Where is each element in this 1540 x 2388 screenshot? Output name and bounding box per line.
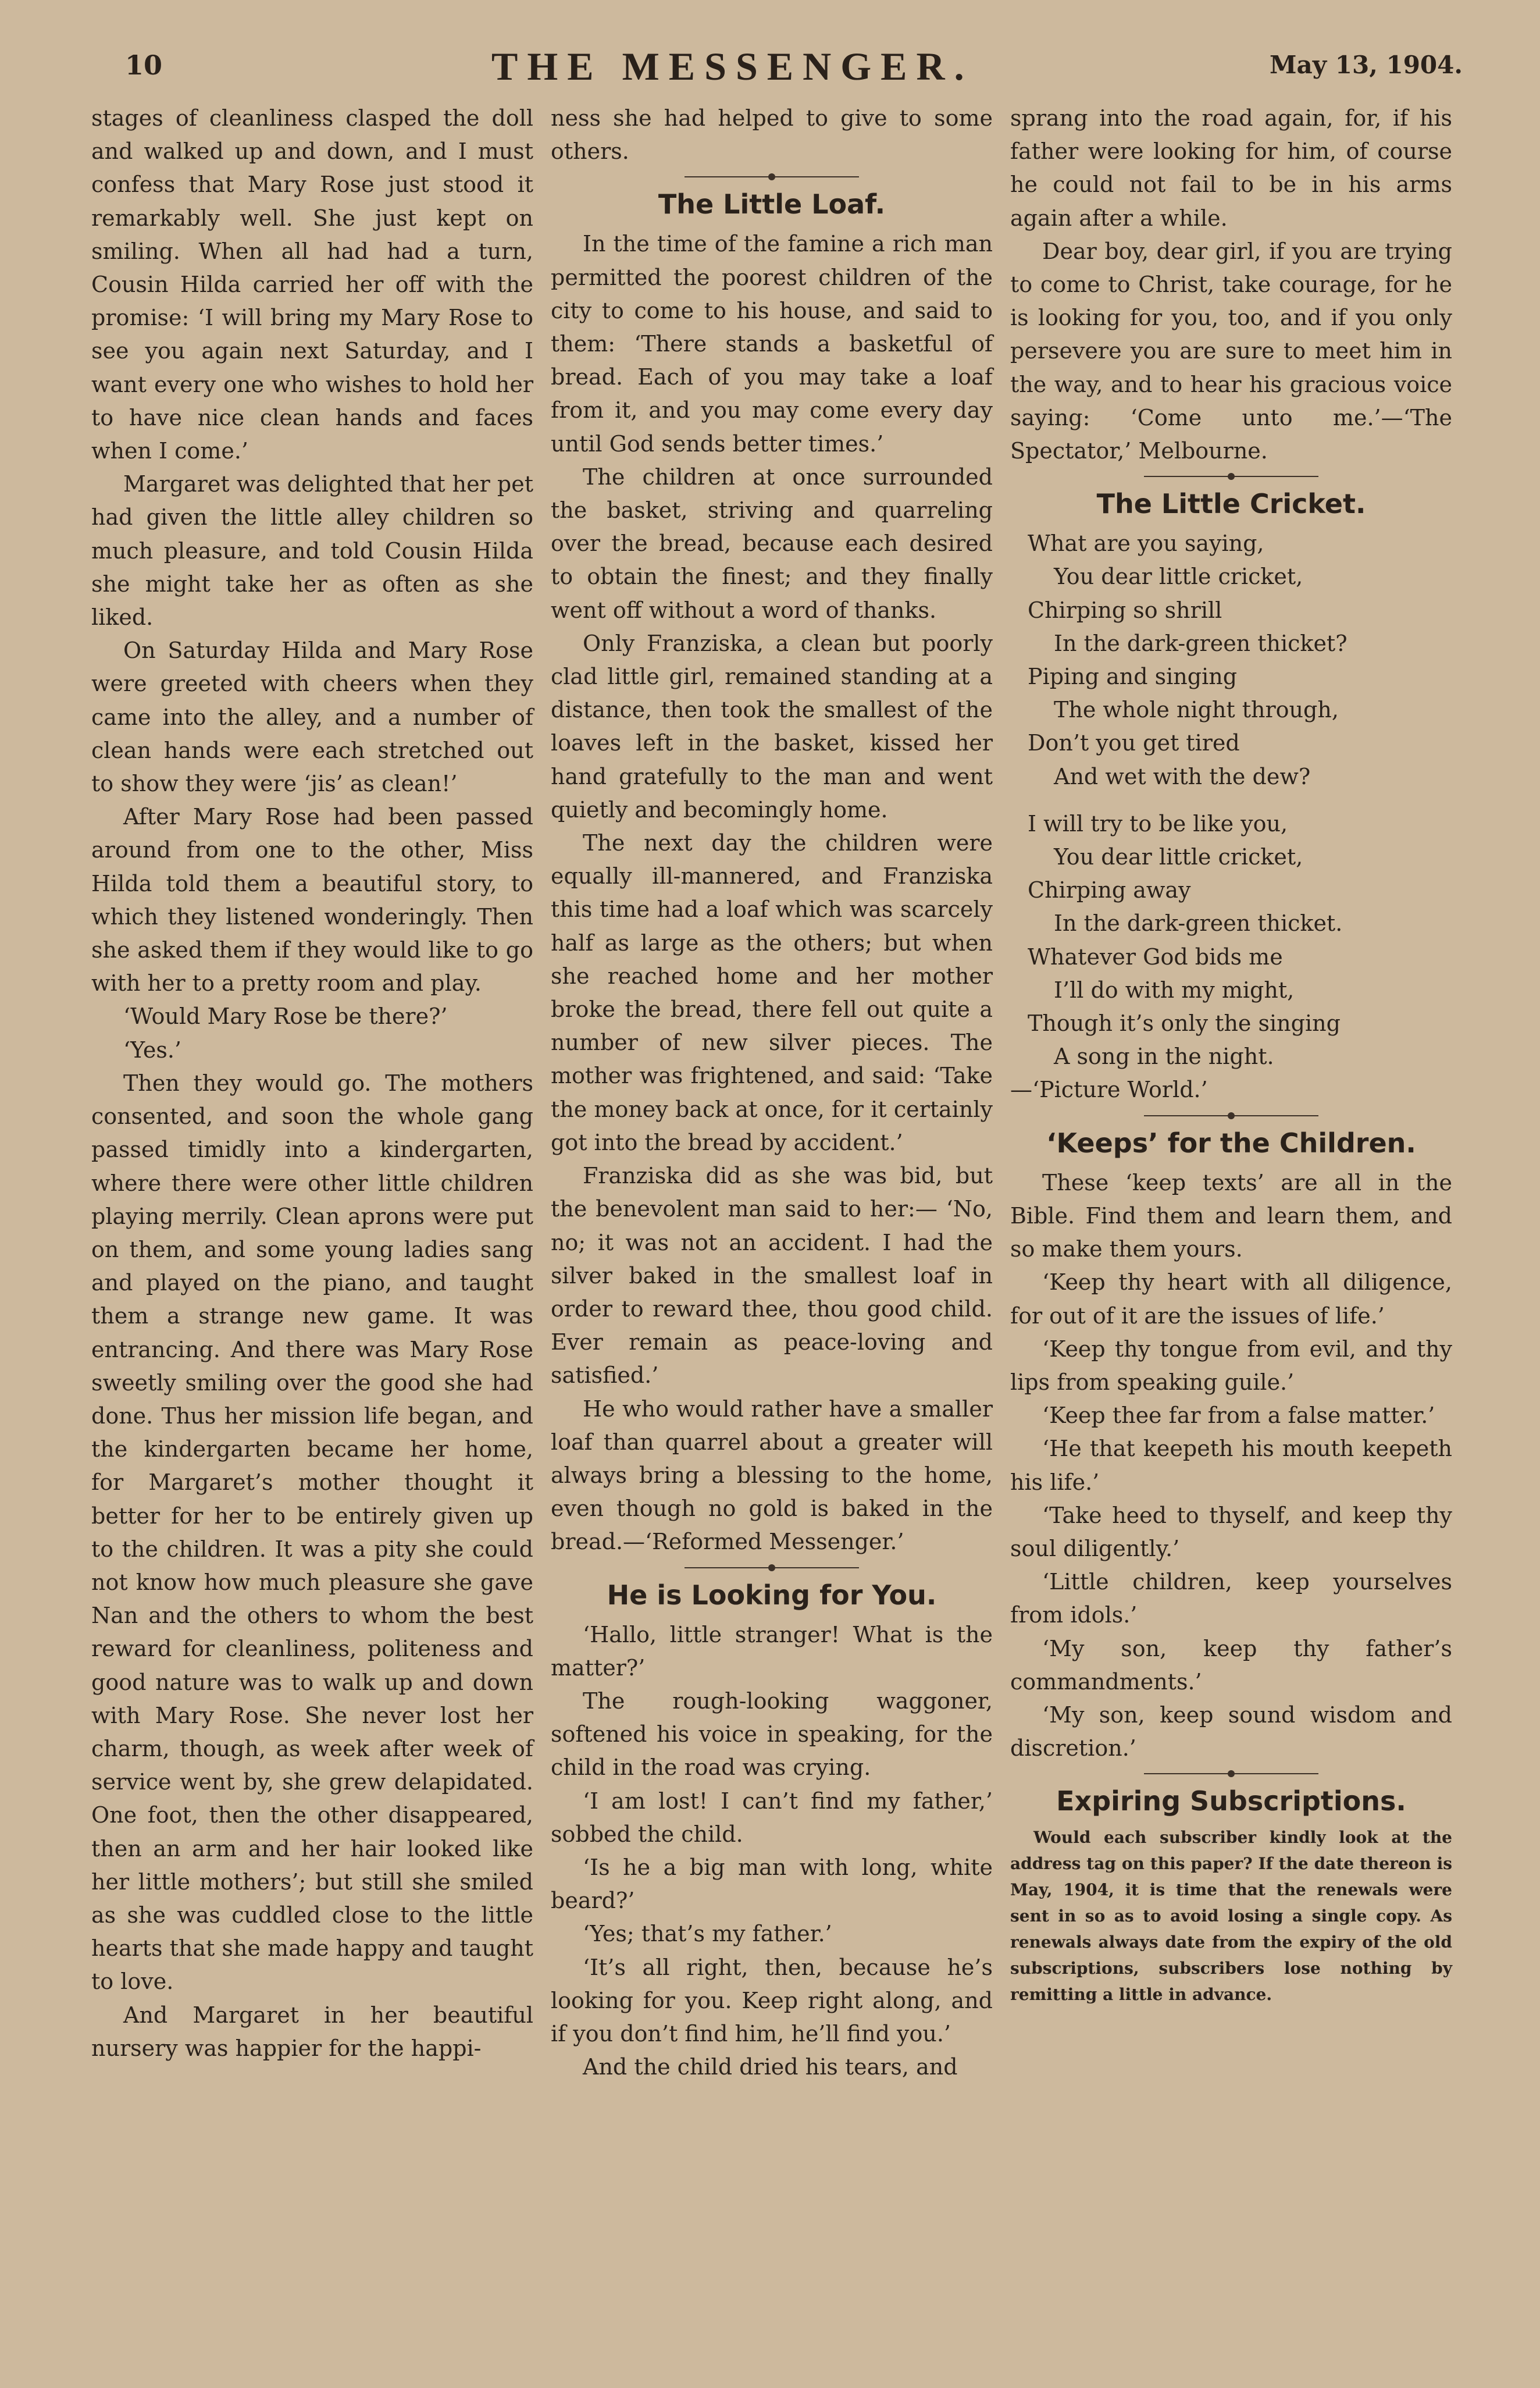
paragraph: After Mary Rose had been passed around from one to the other, Miss Hilda told them a beautiful story, to which they listened wonderingly. Then she asked them if they would like to go with her to a pretty room and play. <box>91 804 533 997</box>
paragraph: ‘Keep thee far from a false matter.’ <box>1042 1403 1435 1429</box>
paragraph: sprang into the road again, for, if his father were looking for him, of course he could not fail to be in his arms again after a while. <box>1010 105 1452 231</box>
paragraph: The children at once surrounded the basket, striving and quarreling over the bread, because each desired to obtain the finest; and they finally went off without a word of thanks. <box>551 464 993 623</box>
paragraph: Dear boy, dear girl, if you are trying to come to Christ, take courage, for he is looking for you, too, and if you only persevere you are sure to meet him in the way, and to hear his gracious voice saying: ‘Come unto me.’—‘The Spectator,’ Melbourne. <box>1010 238 1452 464</box>
section-divider <box>685 176 859 177</box>
paragraph: ness she had helped to give to some others. <box>551 105 993 165</box>
poem-title-little-cricket: The Little Cricket. <box>1096 488 1366 520</box>
paragraph: ‘Keep thy heart with all diligence, for out of it are the issues of life.’ <box>1010 1269 1452 1329</box>
article-title-expiring: Expiring Subscriptions. <box>1056 1785 1406 1817</box>
paragraph: ‘Yes.’ <box>123 1037 182 1063</box>
paragraph: Then they would go. The mothers consented, and soon the whole gang passed timidly into a kindergarten, where there were other little children playing merrily. Clean aprons were put on them, and some young ladies sang and played on the piano, and taught them a strange new game. It was entrancing. And there was Mary Rose sweetly smiling over the good she had done. Thus her mission life began, and the kindergarten became her home, for Margaret’s mother thought it better for her to be entirely given up to the children. It was a pity she could not know how much pleasure she gave Nan and the others to whom the best reward for cleanliness, politeness and good nature was to walk up and down with Mary Rose. She never lost her charm, though, as week after week of service went by, she grew delapidated. One foot, then the other disappeared, then an arm and her hair looked like her little mothers’; but still she smiled as she was cuddled close to the little hearts that she made happy and taught to love. <box>91 1070 533 1995</box>
paragraph: ‘Yes; that’s my father.’ <box>583 1921 832 1947</box>
section-divider <box>1144 476 1318 477</box>
paragraph: And Margaret in her beautiful nursery was happier for the happi- <box>91 2002 533 2061</box>
paragraph: He who would rather have a smaller loaf than quarrel about a greater will always bring a blessing to the home, even though no gold is baked in the bread.—‘Reformed Messenger.’ <box>551 1396 993 1555</box>
paragraph: ‘My son, keep sound wisdom and discretion.’ <box>1010 1702 1452 1761</box>
poem-line: A song in the night. <box>1054 1044 1274 1070</box>
paragraph: stages of cleanliness clasped the doll and walked up and down, and I must confess that Mary Rose just stood it remarkably well. She just kept on smiling. When all had had a turn, Cousin Hilda carried her off with the promise: ‘I will bring my Mary Rose to see you again next Saturday, and I want every one who wishes to hold her to have nice clean hands and faces when I come.’ <box>91 105 533 464</box>
paragraph: ‘Little children, keep yourselves from idols.’ <box>1010 1569 1452 1628</box>
paragraph: In the time of the famine a rich man permitted the poorest children of the city to come to his house, and said to them: ‘There stands a basketful of bread. Each of you may take a loaf from it, and you may come every day until God sends better times.’ <box>551 231 993 457</box>
paragraph: ‘Is he a big man with long, white beard?’ <box>551 1854 993 1914</box>
paragraph: ‘Would Mary Rose be there?’ <box>123 1003 448 1030</box>
section-divider <box>1144 1773 1318 1774</box>
section-divider <box>685 1567 859 1568</box>
poem-line: Chirping so shrill <box>1028 597 1222 623</box>
poem <box>1010 527 1452 1106</box>
paragraph: ‘My son, keep thy father’s commandments.’ <box>1010 1635 1452 1695</box>
paragraph: Only Franziska, a clean but poorly clad little girl, remained standing at a distance, then took the smallest of the loaves left in the basket, kissed her hand gratefully to the man and went quietly and becomingly home. <box>551 630 993 823</box>
paragraph: Margaret was delighted that her pet had given the little alley children so much pleasure, and told Cousin Hilda she might take her as often as she liked. <box>91 471 533 631</box>
page-header <box>125 44 1463 88</box>
paragraph: ‘I am lost! I can’t find my father,’ sobbed the child. <box>551 1788 993 1847</box>
poem-line: You dear little cricket, <box>1054 564 1303 590</box>
poem-line: Whatever God bids me <box>1028 944 1283 970</box>
paragraph: ‘It’s all right, then, because he’s looking for you. Keep right along, and if you don’t find him, he’ll find you.’ <box>551 1954 993 2047</box>
notice-box <box>1010 1824 1452 2008</box>
masthead-title: THE MESSENGER. <box>491 44 974 88</box>
poem-line: You dear little cricket, <box>1054 844 1303 870</box>
paragraph: On Saturday Hilda and Mary Rose were greeted with cheers when they came into the alley, and a number of clean hands were each stretched out to show they were ‘jis’ as clean!’ <box>91 638 533 797</box>
column-3 <box>1010 102 1452 2008</box>
poem-line: Though it’s only the singing <box>1028 1010 1341 1037</box>
article-title-looking-for-you: He is Looking for You. <box>607 1579 937 1611</box>
paragraph: ‘Keep thy tongue from evil, and thy lips from speaking guile.’ <box>1010 1336 1452 1395</box>
poem-line: In the dark-green thicket. <box>1054 910 1343 937</box>
article-title-little-loaf: The Little Loaf. <box>658 188 886 220</box>
poem-line: The whole night through, <box>1054 697 1339 723</box>
column-1 <box>91 102 533 2065</box>
paragraph: These ‘keep texts’ are all in the Bible. Find them and learn them, and so make them yours. <box>1010 1169 1452 1262</box>
column-2 <box>551 102 993 2084</box>
poem-line: I will try to be like you, <box>1028 810 1288 837</box>
poem-line: Chirping away <box>1028 877 1191 903</box>
poem-line: What are you saying, <box>1028 531 1264 557</box>
paragraph: The next day the children were equally ill-mannered, and Franziska this time had a loaf which was scarcely half as large as the others; but when she reached home and her mother broke the bread, there fell out quite a number of new silver pieces. The mother was frightened, and said: ‘Take the money back at once, for it certainly got into the bread by accident.’ <box>551 830 993 1155</box>
poem-source: —‘Picture World.’ <box>1010 1077 1208 1103</box>
notice-text: Would each subscriber kindly look at the address tag on this paper? If the date thereon is May, 1904, it is time that the renewals were sent in so as to avoid losing a single copy. As renewals always date from the expiry of the old subscriptions, subscribers lose nothing by remitting a little in advance. <box>1010 1828 1452 2005</box>
paragraph: ‘He that keepeth his mouth keepeth his life.’ <box>1010 1436 1452 1495</box>
paragraph: And the child dried his tears, and <box>583 2054 958 2080</box>
paragraph: ‘Hallo, little stranger! What is the matter?’ <box>551 1621 993 1681</box>
poem-line: Piping and singing <box>1028 664 1238 690</box>
poem-line: Don’t you get tired <box>1028 730 1240 756</box>
poem-line: In the dark-green thicket? <box>1054 630 1348 656</box>
poem-line: And wet with the dew? <box>1054 763 1311 789</box>
article-title-keeps: ‘Keeps’ for the Children. <box>1046 1127 1416 1159</box>
page-number: 10 <box>125 49 163 81</box>
section-divider <box>1144 1115 1318 1116</box>
issue-date: May 13, 1904. <box>1270 51 1463 79</box>
paragraph: ‘Take heed to thyself, and keep thy soul diligently.’ <box>1010 1502 1452 1561</box>
paragraph: Franziska did as she was bid, but the benevolent man said to her:— ‘No, no; it was not an accident. I had the silver baked in the smallest loaf in order to reward thee, thou good child. Ever remain as peace-loving and satisfied.’ <box>551 1163 993 1389</box>
paragraph: The rough-looking waggoner, softened his voice in speaking, for the child in the road was crying. <box>551 1688 993 1781</box>
poem-line: I’ll do with my might, <box>1054 977 1295 1003</box>
